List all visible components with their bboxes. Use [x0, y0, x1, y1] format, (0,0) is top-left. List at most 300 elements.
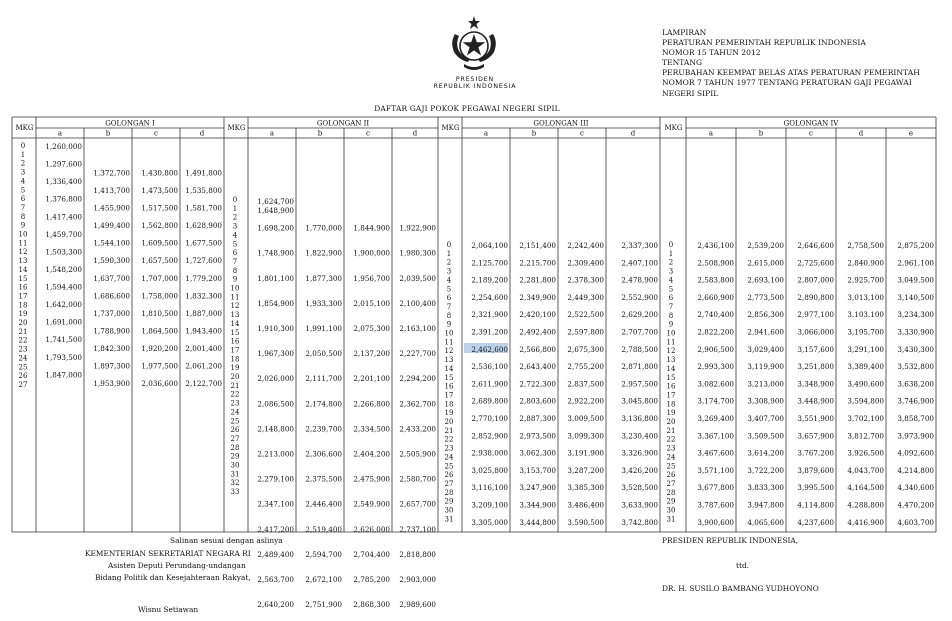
salary-cell: 1,887,000	[185, 308, 222, 318]
mkg-number: 10	[230, 284, 240, 293]
mkg-number: 16	[230, 337, 240, 346]
salary-cell: 1,801,100	[257, 273, 294, 283]
mkg-number: 4	[20, 177, 26, 186]
table-title: DAFTAR GAJI POKOK PEGAWAI NEGERI SIPIL	[374, 104, 560, 113]
salary-cell: 2,478,900	[621, 275, 658, 285]
mkg-number: 13	[18, 257, 28, 266]
salary-cell: 2,111,700	[305, 374, 342, 384]
mkg-number: 25	[230, 417, 240, 426]
salary-cell: 2,489,400	[257, 549, 294, 559]
salary-cell: 3,509,500	[747, 431, 784, 441]
mkg-number: 5	[232, 240, 238, 249]
mkg-number: 6	[668, 294, 674, 303]
salary-cell: 3,082,600	[697, 379, 734, 389]
mkg-number: 6	[232, 249, 238, 258]
salary-cell: 2,375,500	[305, 474, 342, 484]
salary-cell: 2,436,100	[697, 241, 734, 250]
salary-cell: 3,812,700	[847, 431, 884, 441]
salary-cell: 2,239,700	[305, 424, 342, 434]
presiden-label: PRESIDEN	[455, 76, 495, 83]
salary-cell: 2,615,000	[747, 258, 784, 268]
salary-cell: 2,957,500	[621, 379, 658, 389]
salary-cell: 2,026,000	[257, 374, 294, 384]
column-header: d	[412, 129, 418, 138]
mkg-number: 13	[230, 311, 240, 320]
salary-cell: 1,590,300	[93, 256, 130, 266]
mkg-number: 18	[18, 301, 28, 310]
salary-cell: 1,473,500	[141, 185, 178, 195]
mkg-number: 26	[444, 471, 454, 480]
mkg-number: 3	[446, 267, 452, 276]
salary-cell: 1,991,100	[305, 323, 342, 333]
salary-cell: 2,505,900	[399, 449, 436, 459]
salary-cell: 1,594,400	[45, 282, 82, 292]
salary-cell: 3,291,100	[847, 344, 884, 354]
salary-cell: 2,148,800	[257, 424, 294, 434]
salary-cell: 2,675,300	[567, 344, 604, 354]
salary-cell: 2,449,300	[567, 292, 604, 302]
salinan-line: Salinan sesuai dengan aslinya	[170, 536, 283, 545]
salary-cell: 3,153,700	[519, 465, 556, 475]
salary-cell: 1,376,800	[45, 194, 82, 204]
mkg-number: 24	[666, 453, 676, 462]
salary-cell: 1,727,600	[185, 256, 222, 266]
mkg-number: 22	[18, 336, 28, 345]
salary-cell: 3,367,100	[697, 431, 734, 441]
salary-cell: 3,247,900	[519, 483, 556, 493]
salary-cell: 2,693,100	[747, 275, 784, 285]
salary-cell: 1,758,000	[141, 291, 178, 301]
salary-cell: 3,157,600	[797, 344, 834, 354]
salary-cell: 1,770,000	[305, 223, 342, 233]
mkg-number: 33	[230, 488, 240, 497]
mkg-number: 29	[230, 452, 240, 461]
salary-cell: 1,980,300	[399, 248, 436, 258]
salary-cell: 2,961,100	[897, 258, 934, 268]
mkg-number: 29	[666, 497, 676, 506]
salary-cell: 2,462,600	[471, 344, 508, 354]
mkg-number: 18	[230, 355, 240, 364]
salary-cell: 1,609,500	[141, 238, 178, 248]
mkg-number: 11	[444, 338, 454, 347]
salary-cell: 2,122,700	[185, 379, 222, 389]
salary-cell: 1,336,400	[45, 177, 82, 187]
salary-cell: 2,993,300	[697, 362, 734, 372]
salary-cell: 3,140,500	[897, 292, 934, 302]
mkg-number: 16	[666, 382, 676, 391]
mkg-number: 3	[20, 168, 26, 177]
mkg-number: 4	[668, 276, 674, 285]
salary-cell: 2,722,300	[519, 379, 556, 389]
mkg-number: 12	[18, 248, 28, 257]
mkg-number: 5	[20, 186, 26, 195]
mkg-number: 15	[18, 274, 28, 283]
golongan-header: GOLONGAN III	[533, 119, 589, 128]
salary-cell: 3,213,000	[747, 379, 784, 389]
salary-cell: 3,385,300	[567, 483, 604, 493]
salary-cell: 2,868,300	[353, 600, 390, 610]
salary-cell: 3,594,800	[847, 396, 884, 406]
salary-cell: 2,643,400	[519, 362, 556, 372]
salary-cell: 3,532,800	[897, 362, 934, 372]
salary-cell: 1,810,500	[141, 308, 178, 318]
salary-cell: 3,344,900	[519, 500, 556, 510]
salary-cell: 2,758,500	[847, 241, 884, 250]
salary-cell: 4,043,700	[847, 465, 884, 475]
salary-cell: 2,740,400	[697, 310, 734, 320]
salary-cell: 2,536,100	[471, 362, 508, 372]
mkg-number: 22	[230, 390, 240, 399]
salary-cell: 2,856,300	[747, 310, 784, 320]
mkg-number: 18	[666, 400, 676, 409]
mkg-number: 1	[20, 150, 26, 159]
salary-cell: 2,362,700	[399, 399, 436, 409]
mkg-number: 17	[444, 391, 454, 400]
salary-cell: 3,136,800	[621, 414, 658, 423]
salary-cell: 2,803,600	[519, 396, 556, 406]
salary-cell: 2,213,000	[257, 449, 294, 459]
salary-cell: 1,628,900	[185, 221, 222, 231]
salary-cell: 2,903,000	[399, 574, 436, 584]
mkg-number: 20	[230, 373, 240, 381]
salary-cell: 2,689,800	[471, 396, 508, 406]
mkg-number: 6	[20, 195, 26, 204]
salary-cell: 2,973,500	[519, 431, 556, 441]
mkg-number: 4	[232, 231, 238, 240]
salary-cell: 3,009,500	[567, 414, 604, 423]
mkg-number: 19	[444, 409, 454, 418]
salary-cell: 2,227,700	[399, 349, 436, 359]
mkg-number: 14	[230, 319, 240, 328]
salary-cell: 3,269,400	[697, 414, 734, 423]
mkg-number: 7	[668, 302, 674, 311]
salary-cell: 3,722,200	[747, 465, 784, 475]
salary-cell: 2,309,400	[567, 258, 604, 268]
column-header: d	[858, 129, 864, 138]
mkg-number: 20	[666, 418, 676, 426]
lampiran-line: LAMPIRAN	[662, 28, 707, 37]
salary-cell: 2,163,100	[399, 323, 436, 333]
salary-cell: 2,420,100	[519, 310, 556, 320]
salary-cell: 1,372,700	[93, 168, 130, 178]
republik-label: REPUBLIK INDONESIA	[433, 83, 517, 90]
asisten-deputi-line: Asisten Deputi Perundang-undangan	[108, 561, 246, 570]
mkg-number: 18	[444, 400, 454, 409]
salary-cell: 1,822,900	[305, 248, 342, 258]
salary-cell: 2,785,200	[353, 574, 390, 584]
salary-cell: 2,137,200	[353, 349, 390, 359]
mkg-number: 25	[18, 363, 28, 372]
salary-cell: 1,953,900	[93, 379, 130, 389]
salary-cell: 2,751,900	[305, 600, 342, 610]
salary-cell: 3,767,200	[797, 448, 834, 458]
salary-cell: 2,566,800	[519, 344, 556, 354]
mkg-number: 26	[18, 372, 28, 381]
mkg-number: 23	[666, 444, 676, 453]
salary-cell: 2,807,000	[797, 275, 834, 285]
salary-cell: 3,926,500	[847, 448, 884, 458]
salary-cell: 3,448,900	[797, 396, 834, 406]
mkg-number: 8	[20, 212, 26, 221]
salary-cell: 1,897,300	[93, 361, 130, 371]
salary-cell: 2,552,900	[621, 292, 658, 302]
mkg-number: 7	[20, 203, 26, 212]
mkg-number: 19	[18, 310, 28, 319]
salary-cell: 3,287,200	[567, 465, 604, 475]
mkg-number: 24	[230, 408, 240, 417]
salary-cell: 2,039,500	[399, 273, 436, 283]
salary-cell: 2,788,500	[621, 344, 658, 354]
salary-cell: 1,967,300	[257, 349, 294, 359]
mkg-number: 27	[18, 380, 28, 389]
bidang-line: Bidang Politik dan Kesejahteraan Rakyat,	[95, 573, 251, 582]
salary-cell: 1,544,100	[93, 238, 130, 248]
salary-cell: 3,062,300	[519, 448, 556, 458]
salary-cell: 2,941,600	[747, 327, 784, 337]
salary-cell: 1,260,000	[45, 142, 82, 151]
mkg-number: 0	[668, 241, 674, 249]
salary-cell: 4,237,600	[797, 517, 834, 527]
salary-cell: 2,890,800	[797, 292, 834, 302]
mkg-number: 24	[444, 453, 454, 462]
salary-cell: 2,818,800	[399, 549, 436, 559]
mkg-number: 15	[666, 373, 676, 382]
salary-cell: 3,209,100	[471, 500, 508, 510]
salary-cell: 1,455,900	[93, 203, 130, 213]
salary-cell: 2,492,400	[519, 327, 556, 337]
salary-cell: 4,603,700	[897, 517, 934, 527]
mkg-number: 14	[666, 364, 676, 373]
salary-cell: 1,748,900	[257, 248, 294, 258]
salary-cell: 2,391,200	[471, 327, 508, 337]
column-header: b	[105, 129, 111, 138]
salary-cell: 1,910,300	[257, 323, 294, 333]
mkg-number: 3	[668, 267, 674, 276]
salary-cell: 2,594,700	[305, 549, 342, 559]
salary-cell: 2,840,900	[847, 258, 884, 268]
mkg-number: 12	[230, 302, 240, 311]
mkg-number: 26	[666, 471, 676, 480]
salary-cell: 3,995,500	[797, 483, 834, 493]
salary-cell: 2,871,800	[621, 362, 658, 372]
salary-cell: 2,294,200	[399, 374, 436, 384]
column-header: b	[531, 129, 537, 138]
column-header: b	[758, 129, 764, 138]
column-header: c	[580, 129, 584, 138]
mkg-number: 26	[230, 426, 240, 435]
salary-cell: 2,446,400	[305, 499, 342, 509]
mkg-number: 12	[666, 347, 676, 356]
salary-cell: 1,900,000	[353, 248, 390, 258]
mkg-number: 31	[230, 470, 240, 479]
salary-cell: 3,407,700	[747, 414, 784, 423]
mkg-number: 23	[230, 399, 240, 408]
salary-cell: 3,191,900	[567, 448, 604, 458]
salary-cell: 1,842,300	[93, 344, 130, 354]
salary-cell: 1,977,500	[141, 361, 178, 371]
salary-cell: 2,508,900	[697, 258, 734, 268]
presiden-signature-title: PRESIDEN REPUBLIK INDONESIA,	[662, 536, 799, 545]
salary-cell: 2,737,100	[399, 524, 436, 534]
salary-cell: 1,943,400	[185, 326, 222, 336]
mkg-number: 23	[18, 345, 28, 354]
salary-cell: 3,973,900	[897, 431, 934, 441]
column-header: a	[269, 129, 275, 138]
mkg-number: 28	[666, 488, 676, 497]
mkg-number: 3	[232, 222, 238, 231]
salary-cell: 3,833,300	[747, 483, 784, 493]
salary-cell: 2,906,500	[697, 344, 734, 354]
salary-cell: 4,214,800	[897, 465, 934, 475]
column-header: c	[154, 129, 158, 138]
salary-cell: 2,672,100	[305, 574, 342, 584]
salary-cell: 3,430,300	[897, 344, 934, 354]
salary-cell: 2,036,600	[141, 379, 178, 389]
salary-cell: 3,025,800	[471, 465, 508, 475]
salary-cell: 2,989,600	[399, 600, 436, 610]
mkg-number: 21	[444, 426, 454, 435]
salary-cell: 4,065,600	[747, 517, 784, 527]
salary-cell: 1,698,200	[257, 223, 294, 233]
salary-cell: 3,230,400	[621, 431, 658, 441]
salary-cell: 3,787,600	[697, 500, 734, 510]
mkg-number: 25	[444, 462, 454, 471]
salary-cell: 3,677,800	[697, 483, 734, 493]
salary-cell: 1,648,900	[257, 205, 294, 215]
salary-cell: 4,470,200	[897, 500, 934, 510]
salary-cell: 2,640,200	[257, 600, 294, 610]
salary-cell: 3,330,900	[897, 327, 934, 337]
mkg-number: 16	[18, 283, 28, 292]
salary-cell: 1,844,900	[353, 223, 390, 233]
mkg-number: 27	[230, 434, 240, 443]
salary-cell: 2,347,100	[257, 499, 294, 509]
salary-cell: 2,075,300	[353, 323, 390, 333]
salary-cell: 1,737,000	[93, 308, 130, 318]
mkg-number: 20	[18, 319, 28, 327]
column-header: a	[708, 129, 714, 138]
salary-cell: 3,590,500	[567, 517, 604, 527]
column-header: a	[483, 129, 489, 138]
salary-cell: 1,847,000	[45, 370, 82, 380]
salary-cell: 2,061,200	[185, 361, 222, 371]
salary-cell: 2,704,400	[353, 549, 390, 559]
salary-cell: 3,045,800	[621, 396, 658, 406]
salary-cell: 3,879,600	[797, 465, 834, 475]
salary-cell: 3,013,100	[847, 292, 884, 302]
mkg-number: 8	[232, 266, 238, 275]
mkg-number: 2	[668, 258, 674, 267]
salary-cell: 3,900,600	[697, 517, 734, 527]
column-header: a	[57, 129, 63, 138]
salary-cell: 2,378,300	[567, 275, 604, 285]
mkg-number: 15	[230, 328, 240, 337]
salary-cell: 2,660,900	[697, 292, 734, 302]
salary-cell: 1,877,300	[305, 273, 342, 283]
mkg-number: 13	[444, 356, 454, 365]
salary-cell: 3,099,300	[567, 431, 604, 441]
salary-cell: 1,562,800	[141, 221, 178, 231]
salary-cell: 4,092,600	[897, 448, 934, 458]
official-name: Wisnu Setiawan	[138, 605, 199, 614]
salary-cell: 1,707,000	[141, 273, 178, 283]
salary-cell: 3,528,500	[621, 483, 658, 493]
salary-cell: 2,100,400	[399, 298, 436, 308]
mkg-number: 15	[444, 373, 454, 382]
salary-cell: 1,788,900	[93, 326, 130, 336]
mkg-number: 20	[444, 418, 454, 426]
salary-cell: 1,642,000	[45, 300, 82, 310]
salary-cell: 3,614,200	[747, 448, 784, 458]
mkg-number: 17	[666, 391, 676, 400]
mkg-number: 11	[18, 239, 28, 248]
mkg-number: 10	[666, 329, 676, 338]
salary-cell: 2,349,900	[519, 292, 556, 302]
salary-cell: 2,306,600	[305, 449, 342, 459]
mkg-number: 4	[446, 276, 452, 285]
mkg-number: 2	[20, 159, 26, 168]
salary-cell: 2,201,100	[353, 374, 390, 384]
salary-cell: 3,029,400	[747, 344, 784, 354]
mkg-header: MKG	[441, 124, 460, 132]
salary-cell: 4,288,800	[847, 500, 884, 510]
mkg-number: 17	[18, 292, 28, 301]
salary-cell: 2,887,300	[519, 414, 556, 423]
salary-cell: 2,583,800	[697, 275, 734, 285]
mkg-number: 7	[446, 302, 452, 311]
salary-cell: 3,633,900	[621, 500, 658, 510]
golongan-header: GOLONGAN IV	[783, 119, 839, 128]
salary-cell: 1,922,900	[399, 223, 436, 233]
salary-cell: 3,326,900	[621, 448, 658, 458]
mkg-number: 0	[20, 142, 26, 150]
salary-cell: 2,922,200	[567, 396, 604, 406]
salary-cell: 4,416,900	[847, 517, 884, 527]
salary-cell: 2,938,000	[471, 448, 508, 458]
salary-cell: 1,793,500	[45, 352, 82, 362]
mkg-number: 8	[446, 311, 452, 320]
salary-cell: 2,925,700	[847, 275, 884, 285]
golongan-header: GOLONGAN II	[316, 119, 370, 128]
salary-cell: 3,486,400	[567, 500, 604, 510]
salary-cell: 1,637,700	[93, 273, 130, 283]
salary-cell: 4,340,600	[897, 483, 934, 493]
salary-cell: 1,686,600	[93, 291, 130, 301]
salary-cell: 3,116,100	[471, 483, 508, 493]
mkg-number: 28	[444, 488, 454, 497]
salary-cell: 2,254,600	[471, 292, 508, 302]
salary-cell: 2,001,400	[185, 344, 222, 354]
mkg-header: MKG	[15, 124, 34, 132]
salary-cell: 1,864,500	[141, 326, 178, 336]
salary-cell: 2,977,100	[797, 310, 834, 320]
mkg-number: 14	[18, 265, 28, 274]
salary-cell: 2,657,700	[399, 499, 436, 509]
salary-cell: 2,626,000	[353, 524, 390, 534]
mkg-number: 2	[232, 213, 238, 222]
salary-cell: 3,389,400	[847, 362, 884, 372]
salary-cell: 1,741,500	[45, 335, 82, 345]
salary-cell: 3,638,200	[897, 379, 934, 389]
salary-cell: 1,657,500	[141, 256, 178, 266]
mkg-number: 12	[444, 347, 454, 356]
salary-cell: 1,417,400	[45, 212, 82, 222]
salary-cell: 2,822,200	[697, 327, 734, 337]
salary-cell: 1,535,800	[185, 185, 222, 195]
column-header: c	[809, 129, 813, 138]
mkg-number: 5	[668, 285, 674, 294]
mkg-number: 0	[446, 241, 452, 249]
